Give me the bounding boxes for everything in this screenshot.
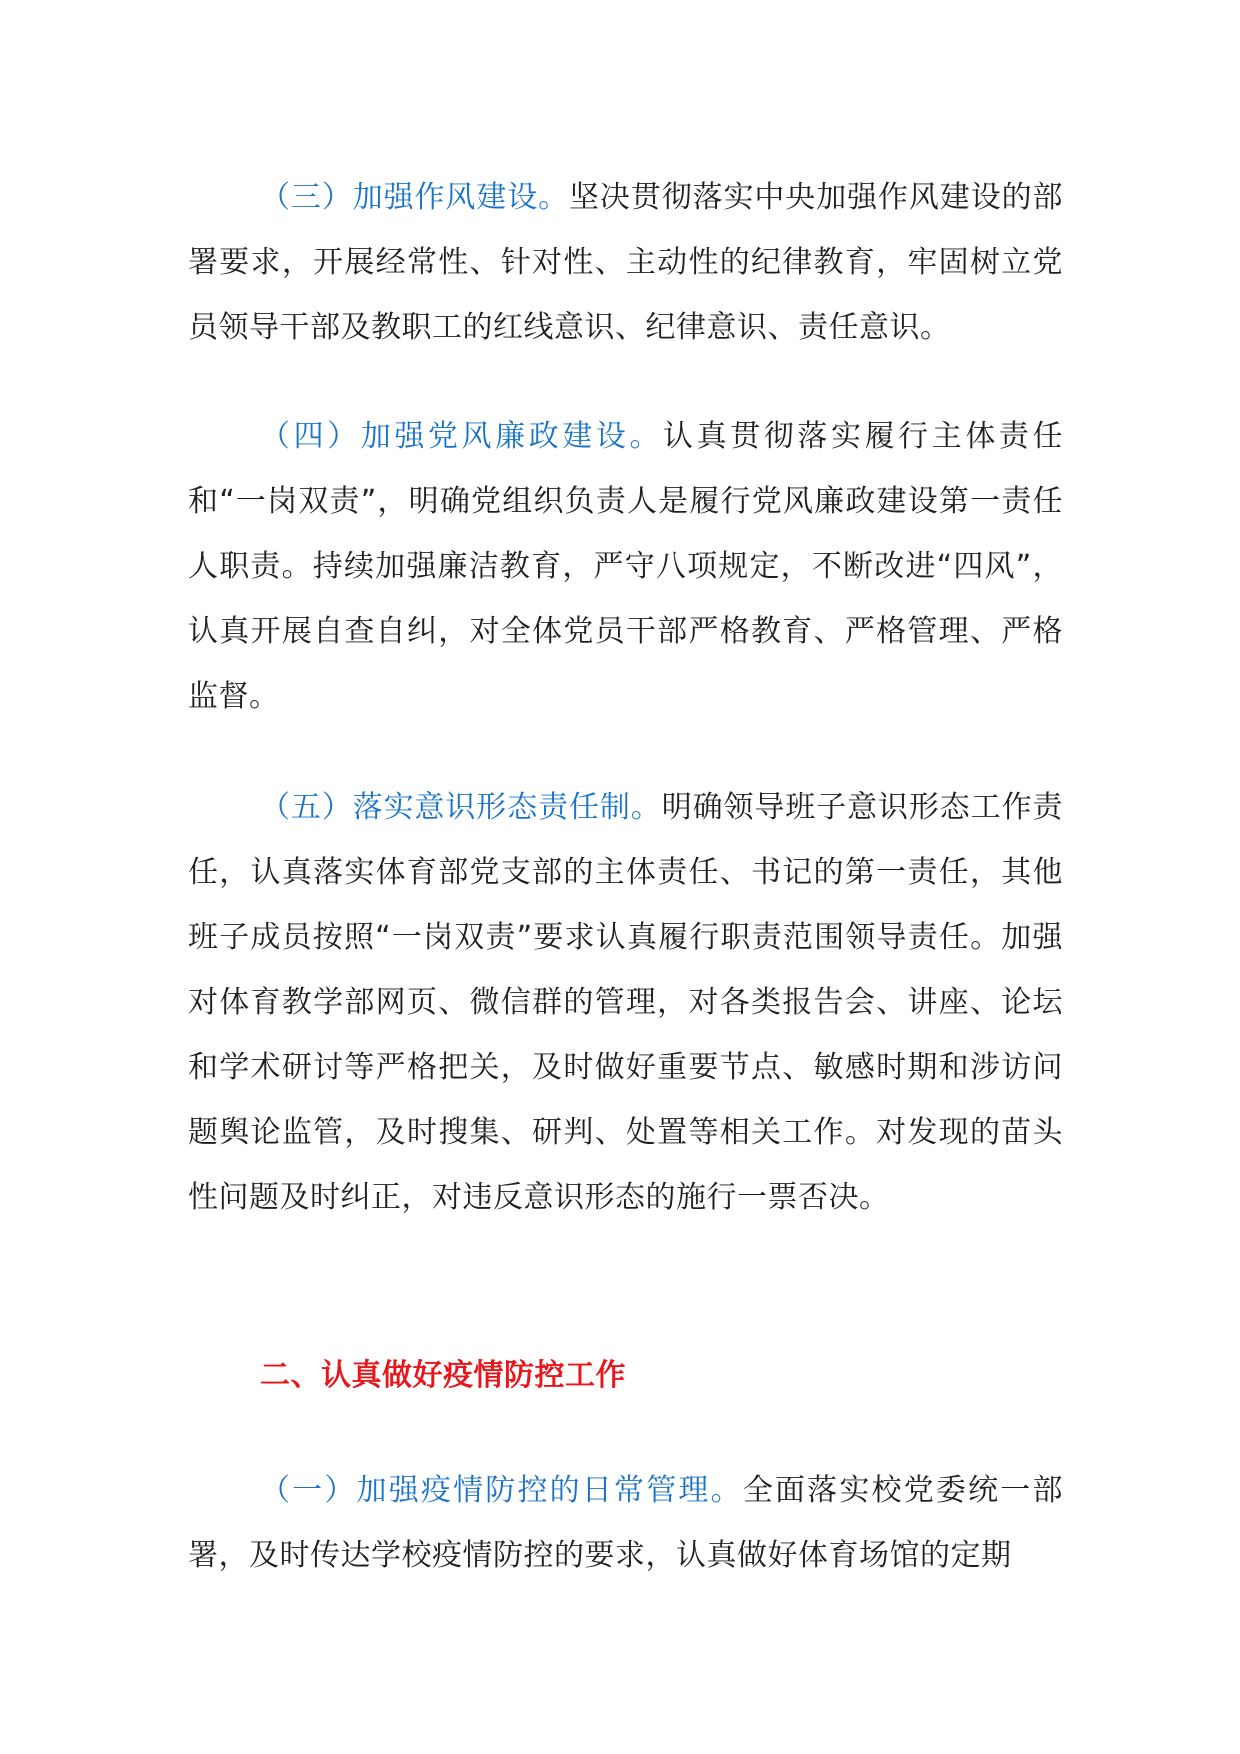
paragraph-body-text: 明确领导班子意识形态工作责任，认真落实体育部党支部的主体责任、书记的第一责任，其他班子成员按照“一岗双责”要求认真履行职责范围领导责任。加强对体育教学部网页、微信群的管理，对各类报告会、讲座、论坛和学术研讨等严格把关，及时做好重要节点、敏感时期和涉访问题舆论监管，及时搜集、研判、处置等相关工作。对发现的苗头性问题及时纠正，对违反意识形态的施行一票否决。 <box>188 790 1064 1215</box>
paragraph-lead-heading: （三）加强作风建设。 <box>260 180 569 215</box>
paragraph-lead-heading: （一）加强疫情防控的日常管理。 <box>260 1473 743 1508</box>
paragraph-body-text: 全面落实校党委统一部署，及时传达学校疫情防控的要求，认真做好体育场馆的定期 <box>188 1473 1063 1573</box>
section-heading-epidemic-control: 二、认真做好疫情防控工作 <box>260 1358 626 1393</box>
paragraph-lead-heading: （四）加强党风廉政建设。 <box>260 419 664 454</box>
paragraph-body-text: 认真贯彻落实履行主体责任和“一岗双责”，明确党组织负责人是履行党风廉政建设第一责任人职责。持续加强廉洁教育，严守八项规定，不断改进“四风”，认真开展自查自纠，对全体党员干部严格教育、严格管理、严格监督。 <box>188 419 1064 714</box>
paragraph-body-text: 坚决贯彻落实中央加强作风建设的部署要求，开展经常性、针对性、主动性的纪律教育，牢固树立党员领导干部及教职工的红线意识、纪律意识、责任意识。 <box>188 180 1063 345</box>
paragraph-ideology-responsibility <box>188 775 1063 1230</box>
paragraph-strengthen-work-style <box>188 165 1063 360</box>
paragraph-party-integrity <box>188 404 1063 729</box>
paragraph-epidemic-daily-management <box>188 1458 1063 1588</box>
paragraph-lead-heading: （五）落实意识形态责任制。 <box>260 790 662 825</box>
